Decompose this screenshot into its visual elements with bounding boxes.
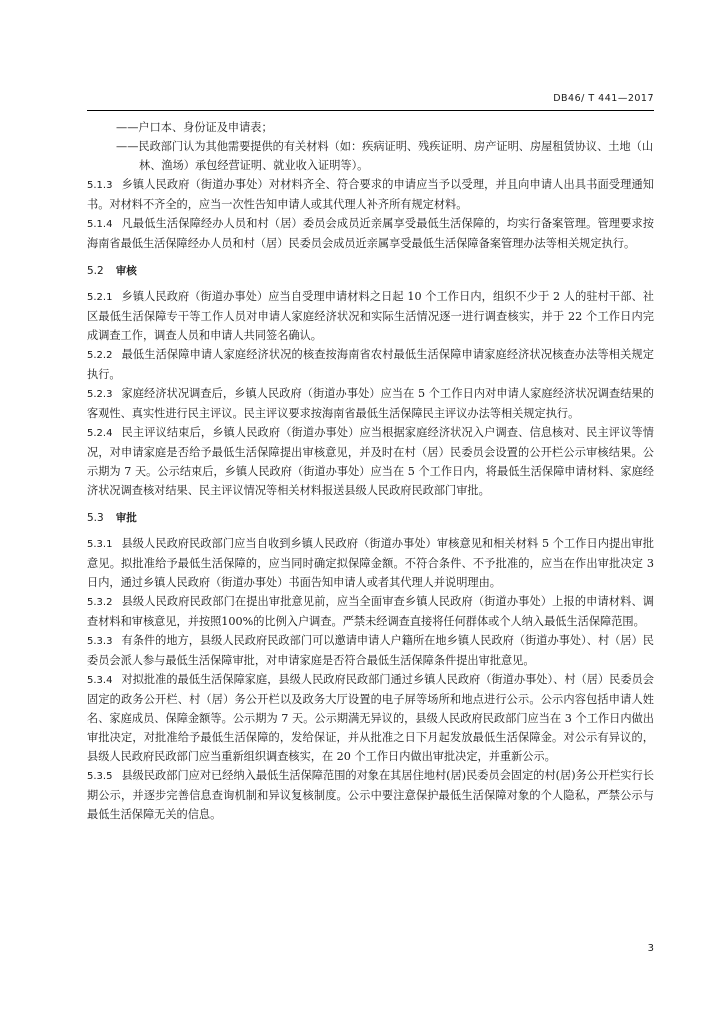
- dash-item: ——户口本、身份证及申请表；: [116, 121, 273, 134]
- document-body: [87, 118, 654, 824]
- document-code: DB46/ T 441—2017: [553, 93, 654, 104]
- clause-5-3-1: 5.3.1 县级人民政府民政部门应当自收到乡镇人民政府（街道办事处）审核意见和相关材料 5 个工作日内提出审批意见。拟批准给予最低生活保障的，应当同时确定拟保障金额。不符合条件、不予批准的，应当在作出审批决定 3 日内，通过乡镇人民政府（街道办事处）书面告知申请人或者其代理人并说明理由。: [87, 537, 654, 589]
- clause-5-3-2: 5.3.2 县级人民政府民政部门在提出审批意见前，应当全面审查乡镇人民政府（街道办事处）上报的申请材料、调查材料和审核意见，并按照100%的比例入户调查。严禁未经调查直接将任何群体或个人纳入最低生活保障范围。: [87, 595, 654, 628]
- page-number: 3: [647, 943, 654, 954]
- clause-5-2-1: 5.2.1 乡镇人民政府（街道办事处）应当自受理申请材料之日起 10 个工作日内，组织不少于 2 人的驻村干部、社区最低生活保障专干等工作人员对申请人家庭经济状况和实际生活情况逐一进行调查核实，并于 22 个工作日内完成调查工作，调查人员和申请人共同签名确认。: [87, 290, 654, 342]
- header-rule: [87, 110, 654, 111]
- clause-5-2-4: 5.2.4 民主评议结束后，乡镇人民政府（街道办事处）应当根据家庭经济状况入户调查、信息核对、民主评议等情况，对申请家庭是否给予最低生活保障提出审核意见，并及时在村（居）民委员会设置的公开栏公示审核结果。公示期为 7 天。公示结束后，乡镇人民政府（街道办事处）应当在 5 个工作日内，将最低生活保障申请材料、家庭经济状况调查核对结果、民主评议情况等相关材料报送县级人民政府民政部门审批。: [87, 426, 654, 497]
- section-heading-5-3: 5.3 审批: [87, 512, 137, 524]
- dash-item: ——民政部门认为其他需要提供的有关材料（如：疾病证明、残疾证明、房产证明、房屋租赁协议、土地（山林、渔场）承包经营证明、就业收入证明等）。: [116, 140, 654, 172]
- clause-5-3-3: 5.3.3 有条件的地方，县级人民政府民政部门可以邀请申请人户籍所在地乡镇人民政府（街道办事处）、村（居）民委员会派人参与最低生活保障审批，对申请家庭是否符合最低生活保障条件提出审批意见。: [87, 634, 654, 667]
- section-heading-5-2: 5.2 审核: [87, 265, 137, 277]
- clause-5-3-4: 5.3.4 对拟批准的最低生活保障家庭，县级人民政府民政部门通过乡镇人民政府（街道办事处）、村（居）民委员会固定的政务公开栏、村（居）务公开栏以及政务大厅设置的电子屏等场所和地点进行公示。公示内容包括申请人姓名、家庭成员、保障金额等。公示期为 7 天。公示期满无异议的，县级人民政府民政部门应当在 3 个工作日内做出审批决定，对批准给予最低生活保障的，发给保证，并从批准之日下月起发放最低生活保障金。对公示有异议的，县级人民政府民政部门应当重新组织调查核实，在 20 个工作日内做出审批决定，并重新公示。: [87, 673, 654, 763]
- clause-5-1-3: 5.1.3 乡镇人民政府（街道办事处）对材料齐全、符合要求的申请应当予以受理，并且向申请人出具书面受理通知书。对材料不齐全的，应当一次性告知申请人或其代理人补齐所有规定材料。: [87, 178, 654, 211]
- clause-5-1-4: 5.1.4 凡最低生活保障经办人员和村（居）委员会成员近亲属享受最低生活保障的，均实行备案管理。管理要求按海南省最低生活保障经办人员和村（居）民委员会成员近亲属享受最低生活保障备案管理办法等相关规定执行。: [87, 217, 654, 250]
- clause-5-2-2: 5.2.2 最低生活保障申请人家庭经济状况的核查按海南省农村最低生活保障申请家庭经济状况核查办法等相关规定执行。: [87, 348, 654, 381]
- clause-5-2-3: 5.2.3 家庭经济状况调查后，乡镇人民政府（街道办事处）应当在 5 个工作日内对申请人家庭经济状况调查结果的客观性、真实性进行民主评议。民主评议要求按海南省最低生活保障民主评议办法等相关规定执行。: [87, 387, 654, 420]
- clause-5-3-5: 5.3.5 县级民政部门应对已经纳入最低生活保障范围的对象在其居住地村(居)民委员会固定的村(居)务公开栏实行长期公示，并逐步完善信息查询机制和异议复核制度。公示中要注意保护最低生活保障对象的个人隐私，严禁公示与最低生活保障无关的信息。: [87, 769, 654, 821]
